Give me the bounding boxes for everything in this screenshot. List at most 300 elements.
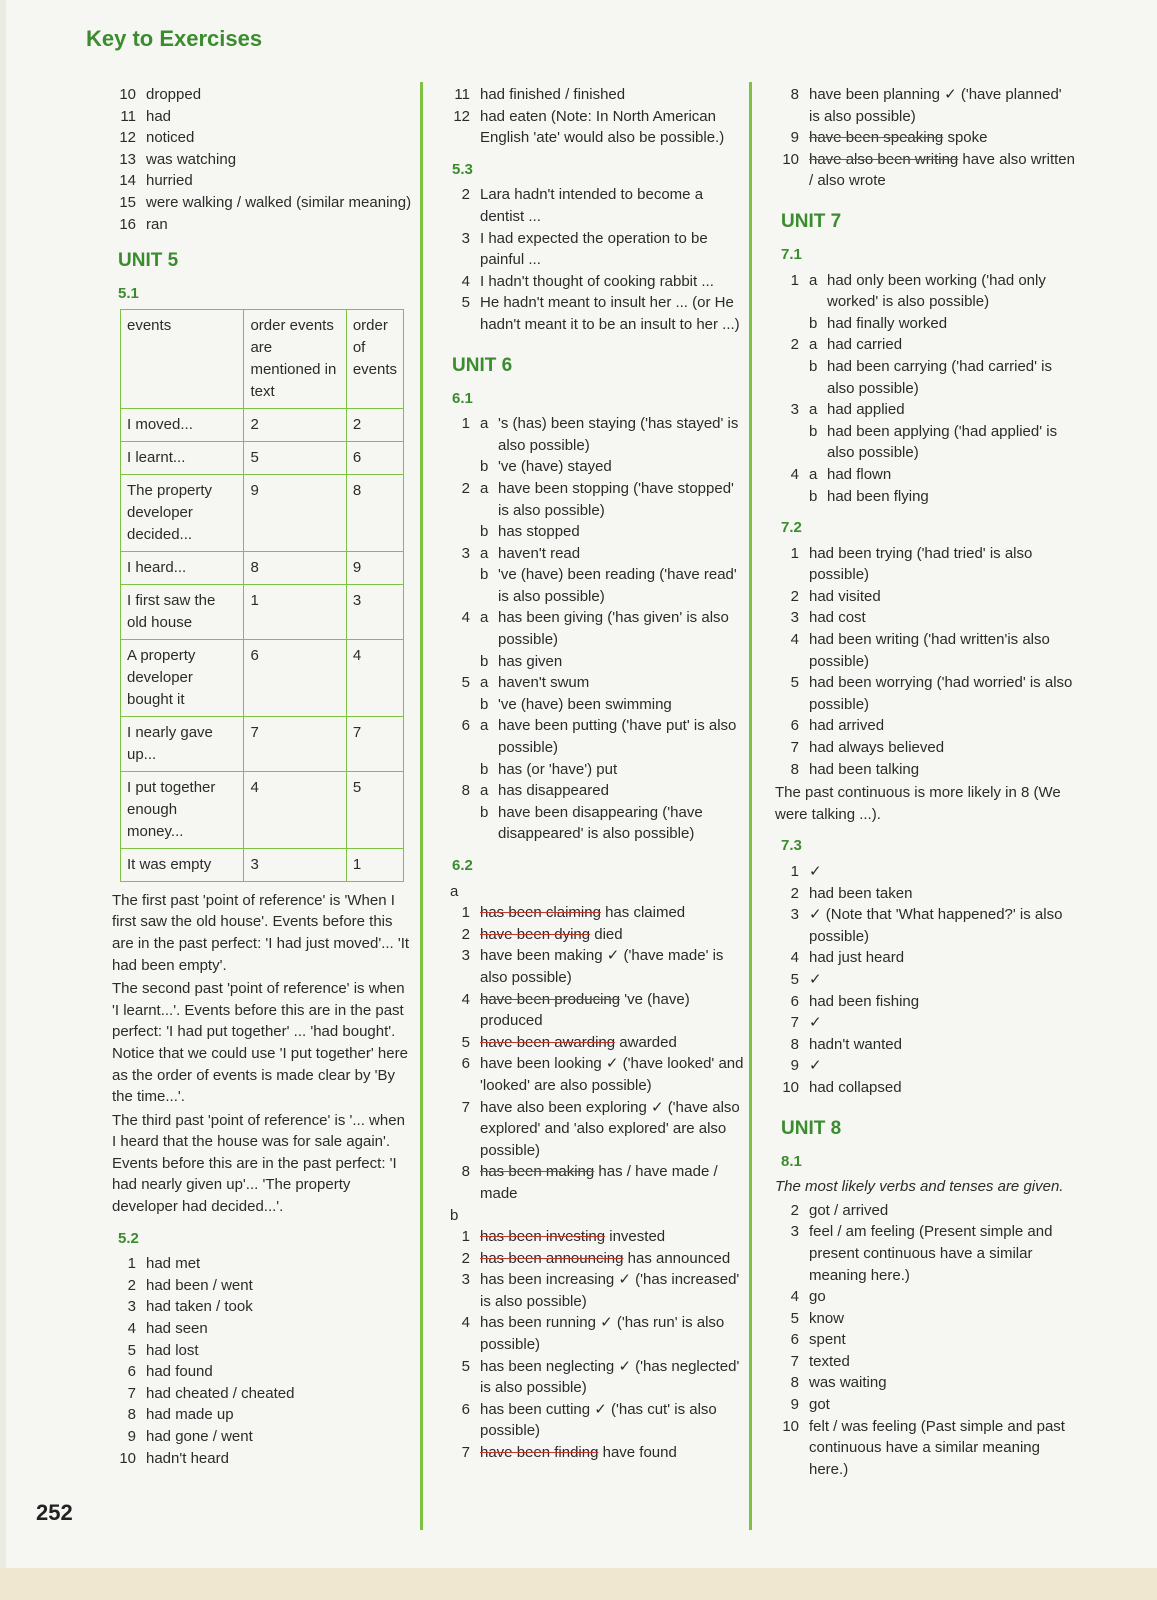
answer-text: has announced bbox=[623, 1249, 731, 1267]
table-row bbox=[121, 771, 404, 848]
item-number: 9 bbox=[127, 1428, 136, 1445]
answer-text: spent bbox=[809, 1331, 846, 1349]
item-number: 7 bbox=[461, 1098, 470, 1116]
list-item bbox=[446, 413, 746, 456]
answer-list bbox=[775, 1200, 1075, 1481]
list-item bbox=[446, 184, 746, 227]
answer-text: got bbox=[809, 1396, 830, 1414]
item-number: 10 bbox=[119, 86, 136, 103]
list-item bbox=[775, 543, 1075, 586]
table-cell: 1 bbox=[244, 584, 346, 639]
answer-list bbox=[446, 413, 746, 845]
table-cell: 9 bbox=[346, 551, 403, 584]
item-number: 3 bbox=[127, 1298, 136, 1316]
item-text bbox=[146, 192, 412, 214]
answer-text: have found bbox=[598, 1444, 677, 1462]
answer-list bbox=[775, 861, 1075, 1099]
table-cell: 6 bbox=[346, 441, 403, 474]
item-number: 11 bbox=[120, 107, 136, 125]
item-text bbox=[146, 127, 412, 149]
list-item bbox=[446, 1032, 746, 1054]
list-item bbox=[775, 947, 1075, 969]
item-text bbox=[809, 1351, 1075, 1373]
item-text bbox=[480, 1399, 746, 1442]
answer-text: have been disappearing ('have disappeared' is also possible) bbox=[498, 803, 703, 843]
answer-text: had bbox=[146, 107, 172, 125]
list-item bbox=[775, 149, 1075, 192]
list-item bbox=[112, 1340, 412, 1362]
item-letter: a bbox=[480, 782, 489, 800]
item-text bbox=[480, 1053, 746, 1096]
item-number: 1 bbox=[461, 415, 470, 433]
answer-list bbox=[446, 84, 746, 149]
answer-text: had been writing ('had written'is also possible) bbox=[809, 631, 1050, 670]
item-letter: b bbox=[480, 523, 489, 541]
item-number: 3 bbox=[790, 1223, 799, 1241]
list-item bbox=[112, 1253, 412, 1275]
column-3 bbox=[775, 84, 1075, 1480]
answer-text: had seen bbox=[146, 1320, 208, 1338]
item-text bbox=[809, 1286, 1075, 1308]
answer-text: had flown bbox=[827, 465, 892, 483]
item-number: 3 bbox=[461, 544, 470, 562]
item-text bbox=[809, 883, 1075, 905]
item-text bbox=[809, 1394, 1075, 1416]
table-row bbox=[121, 848, 404, 881]
answer-text: has claimed bbox=[600, 904, 686, 922]
answer-text: have also written / also wrote bbox=[809, 150, 1075, 190]
struck-text: have been awarding bbox=[480, 1033, 616, 1051]
list-item bbox=[446, 1269, 746, 1312]
list-item bbox=[446, 564, 746, 607]
answer-text: has been increasing ✓ ('has increased' is also possible) bbox=[480, 1271, 740, 1310]
answer-list bbox=[446, 902, 746, 1204]
answer-text: 've (have) stayed bbox=[498, 458, 612, 476]
item-text bbox=[809, 672, 1075, 715]
item-text bbox=[480, 1312, 746, 1355]
item-text bbox=[480, 1161, 746, 1204]
column-2 bbox=[446, 84, 746, 1464]
item-text bbox=[480, 924, 746, 946]
list-item bbox=[446, 292, 746, 335]
item-number bbox=[775, 486, 809, 508]
item-text bbox=[809, 1077, 1075, 1099]
list-item bbox=[775, 1034, 1075, 1056]
item-text bbox=[146, 1404, 412, 1426]
list-item bbox=[446, 694, 746, 716]
item-number: 12 bbox=[453, 107, 470, 125]
item-text bbox=[146, 1448, 412, 1470]
item-number: 8 bbox=[790, 1374, 799, 1392]
part-label: b bbox=[450, 1206, 459, 1224]
list-item bbox=[775, 334, 1075, 356]
item-letter: a bbox=[809, 401, 818, 419]
item-text bbox=[480, 1226, 746, 1248]
answer-text: felt / was feeling (Past simple and past continuous have a similar meaning here.) bbox=[809, 1417, 1065, 1478]
item-number: 1 bbox=[127, 1255, 136, 1273]
answer-list bbox=[446, 1226, 746, 1464]
item-number: 8 bbox=[461, 782, 470, 800]
item-letter: a bbox=[480, 609, 489, 627]
table-cell: I first saw the old house bbox=[121, 584, 244, 639]
item-number: 1 bbox=[461, 904, 470, 922]
item-text bbox=[146, 1253, 412, 1275]
item-letter: b bbox=[809, 422, 818, 440]
item-text bbox=[809, 127, 1075, 149]
answer-text: He hadn't meant to insult her ... (or He hadn't meant it to be an insult to her ...) bbox=[480, 294, 740, 333]
answer-text: I had expected the operation to be painful ... bbox=[480, 229, 708, 269]
list-item bbox=[446, 106, 746, 149]
list-item bbox=[775, 969, 1075, 991]
list-item bbox=[775, 737, 1075, 759]
list-item bbox=[446, 1356, 746, 1399]
item-letter: a bbox=[809, 336, 818, 354]
item-number: 8 bbox=[790, 760, 799, 778]
table-cell: 4 bbox=[346, 639, 403, 716]
section-number: 7.2 bbox=[781, 519, 802, 537]
answer-text: had been taken bbox=[809, 884, 913, 902]
answer-text: had carried bbox=[827, 336, 903, 354]
item-text bbox=[809, 759, 1075, 781]
table-cell: 8 bbox=[244, 551, 346, 584]
answer-text: had been trying ('had tried' is also possible) bbox=[809, 544, 1033, 584]
list-item bbox=[775, 586, 1075, 608]
list-item bbox=[446, 1161, 746, 1204]
item-letter: b bbox=[809, 357, 818, 375]
answer-text: 's (has) been staying ('has stayed' is also possible) bbox=[498, 415, 739, 454]
answer-text: has (or 'have') put bbox=[498, 760, 618, 778]
item-number bbox=[446, 802, 480, 845]
item-number: 6 bbox=[127, 1363, 136, 1381]
answer-text: had made up bbox=[146, 1406, 234, 1424]
item-text bbox=[809, 1012, 1075, 1034]
answer-text: had taken / took bbox=[146, 1298, 253, 1316]
answer-text: has been running ✓ ('has run' is also possible) bbox=[480, 1314, 725, 1354]
list-item bbox=[446, 1248, 746, 1270]
list-item bbox=[446, 607, 746, 650]
answer-text: had lost bbox=[146, 1341, 199, 1359]
item-text bbox=[809, 1416, 1075, 1481]
list-item bbox=[112, 1361, 412, 1383]
item-text bbox=[480, 84, 746, 106]
item-number: 2 bbox=[461, 186, 470, 204]
answer-text: had been flying bbox=[827, 487, 929, 505]
part-label: a bbox=[450, 882, 459, 900]
item-text bbox=[146, 1383, 412, 1405]
answer-text: has / have made / made bbox=[480, 1163, 718, 1202]
answer-text: had finally worked bbox=[827, 314, 948, 332]
item-letter: b bbox=[809, 487, 818, 505]
unit-heading: UNIT 5 bbox=[118, 250, 179, 272]
table-cell: I moved... bbox=[121, 408, 244, 441]
list-item bbox=[775, 356, 1075, 399]
item-number bbox=[446, 564, 480, 607]
answer-text: had finished / finished bbox=[480, 86, 626, 103]
table-cell: The property developer decided... bbox=[121, 474, 244, 551]
answer-text: feel / am feeling (Present simple and present continuous have a similar meaning here.) bbox=[809, 1223, 1053, 1284]
table-cell: 7 bbox=[346, 716, 403, 771]
page-footer-strip bbox=[0, 1568, 1157, 1600]
item-number: 2 bbox=[790, 587, 799, 605]
answer-text: had always believed bbox=[809, 739, 945, 757]
answer-text: I hadn't thought of cooking rabbit ... bbox=[480, 272, 714, 290]
item-text bbox=[480, 1032, 746, 1054]
list-item bbox=[775, 84, 1075, 127]
table-cell: 7 bbox=[244, 716, 346, 771]
item-text bbox=[480, 1442, 746, 1464]
answer-text: had only been working ('had only worked' is also possible) bbox=[827, 271, 1046, 311]
item-number: 6 bbox=[461, 1400, 470, 1418]
item-text bbox=[146, 106, 412, 128]
column-divider bbox=[749, 82, 752, 1530]
list-item bbox=[112, 1426, 412, 1448]
list-item bbox=[112, 1383, 412, 1405]
section-number: 5.2 bbox=[118, 1229, 139, 1247]
item-text bbox=[480, 292, 746, 335]
item-number: 9 bbox=[790, 129, 799, 147]
item-text bbox=[809, 149, 1075, 192]
item-text bbox=[809, 991, 1075, 1013]
item-text bbox=[809, 737, 1075, 759]
answer-text: had cost bbox=[809, 609, 866, 627]
answer-text: have been looking ✓ ('have looked' and 'looked' are also possible) bbox=[480, 1055, 744, 1094]
unit-heading: UNIT 7 bbox=[781, 210, 842, 232]
answer-text: had just heard bbox=[809, 949, 905, 967]
table-header-row bbox=[121, 309, 404, 408]
item-letter: a bbox=[480, 415, 489, 433]
struck-text: have been dying bbox=[480, 925, 591, 943]
answer-text: 've (have) been reading ('have read' is also possible) bbox=[498, 566, 737, 605]
list-item bbox=[775, 1221, 1075, 1286]
table-row bbox=[121, 408, 404, 441]
item-text bbox=[809, 1221, 1075, 1286]
item-text bbox=[809, 1372, 1075, 1394]
struck-text: have been producing bbox=[480, 990, 621, 1008]
list-item bbox=[112, 214, 412, 236]
list-item bbox=[775, 270, 1075, 313]
item-number: 4 bbox=[790, 1288, 799, 1306]
answer-text: ✓ bbox=[809, 863, 822, 880]
answer-text: ✓ bbox=[809, 970, 822, 988]
table-row bbox=[121, 716, 404, 771]
item-number: 2 bbox=[790, 336, 799, 354]
answer-list bbox=[112, 1253, 412, 1469]
item-text bbox=[809, 947, 1075, 969]
answer-text: had arrived bbox=[809, 717, 885, 735]
item-text bbox=[146, 214, 412, 236]
item-letter: a bbox=[480, 717, 489, 735]
answer-text: hadn't wanted bbox=[809, 1035, 902, 1053]
list-item bbox=[446, 945, 746, 988]
item-number: 5 bbox=[461, 1357, 470, 1375]
answer-list bbox=[112, 84, 412, 235]
item-text bbox=[146, 1426, 412, 1448]
list-item bbox=[775, 1012, 1075, 1034]
item-text bbox=[146, 1318, 412, 1340]
item-number bbox=[446, 456, 480, 478]
list-item bbox=[112, 106, 412, 128]
table-cell: I put together enough money... bbox=[121, 771, 244, 848]
events-table bbox=[120, 309, 404, 882]
answer-text: have been planning ✓ ('have planned' is also possible) bbox=[809, 86, 1062, 125]
table-cell: 1 bbox=[346, 848, 403, 881]
list-item bbox=[446, 1097, 746, 1162]
item-text bbox=[809, 904, 1075, 947]
answer-text: go bbox=[809, 1288, 826, 1306]
explanation-paragraph: The second past 'point of reference' is when 'I learnt...'. Events before this are in the past perfect: 'I had put together' ... 'had bought'. Notice that we could use 'I put together' here as the order of events is made clear by 'By the time...'. bbox=[112, 980, 408, 1106]
item-number: 7 bbox=[790, 1014, 799, 1032]
item-number: 8 bbox=[790, 1035, 799, 1053]
item-number: 10 bbox=[782, 150, 799, 168]
item-text bbox=[809, 1034, 1075, 1056]
table-cell: 3 bbox=[244, 848, 346, 881]
answer-text: awarded bbox=[615, 1033, 677, 1051]
section-number: 7.3 bbox=[781, 837, 802, 855]
answer-text: had cheated / cheated bbox=[146, 1384, 295, 1402]
item-number: 8 bbox=[790, 86, 799, 103]
item-number bbox=[446, 651, 480, 673]
list-item bbox=[446, 989, 746, 1032]
item-number: 5 bbox=[461, 294, 470, 312]
answer-text: texted bbox=[809, 1352, 850, 1370]
list-item bbox=[112, 1275, 412, 1297]
item-number: 5 bbox=[790, 1309, 799, 1327]
item-number: 4 bbox=[461, 272, 470, 290]
item-number: 6 bbox=[790, 992, 799, 1010]
item-text bbox=[809, 969, 1075, 991]
list-item bbox=[446, 1226, 746, 1248]
item-text bbox=[480, 989, 746, 1032]
note-text: The most likely verbs and tenses are given. bbox=[775, 1178, 1064, 1196]
item-number: 5 bbox=[461, 1033, 470, 1051]
list-item bbox=[112, 1318, 412, 1340]
table-cell: 6 bbox=[244, 639, 346, 716]
list-item bbox=[775, 904, 1075, 947]
item-text bbox=[809, 1308, 1075, 1330]
list-item bbox=[446, 672, 746, 694]
item-number: 11 bbox=[454, 86, 470, 103]
table-cell: 5 bbox=[244, 441, 346, 474]
item-letter: b bbox=[480, 760, 489, 778]
list-item bbox=[775, 1308, 1075, 1330]
page-edge bbox=[0, 0, 6, 1600]
answer-list bbox=[775, 270, 1075, 508]
table-row bbox=[121, 639, 404, 716]
item-text bbox=[480, 1269, 746, 1312]
list-item bbox=[446, 780, 746, 802]
list-item bbox=[446, 902, 746, 924]
item-number: 15 bbox=[119, 193, 136, 211]
item-number: 7 bbox=[127, 1384, 136, 1402]
item-number: 2 bbox=[461, 479, 470, 497]
item-number bbox=[446, 694, 480, 716]
item-letter: b bbox=[480, 652, 489, 670]
item-number: 9 bbox=[790, 1057, 799, 1075]
item-letter: a bbox=[480, 479, 489, 497]
list-item bbox=[112, 149, 412, 171]
column-1 bbox=[112, 84, 412, 1469]
answer-text: spoke bbox=[943, 129, 988, 147]
table-header: order events are mentioned in text bbox=[244, 309, 346, 408]
item-number: 8 bbox=[127, 1406, 136, 1424]
table-row bbox=[121, 474, 404, 551]
section-number: 8.1 bbox=[781, 1152, 802, 1170]
item-letter: b bbox=[480, 458, 489, 476]
list-item bbox=[775, 127, 1075, 149]
item-number: 3 bbox=[461, 1271, 470, 1289]
answer-text: noticed bbox=[146, 129, 195, 147]
answer-text: has given bbox=[498, 652, 563, 670]
answer-text: got / arrived bbox=[809, 1201, 889, 1219]
item-number: 4 bbox=[461, 1314, 470, 1332]
table-cell: 9 bbox=[244, 474, 346, 551]
item-letter: b bbox=[480, 566, 489, 584]
struck-text: have been finding bbox=[480, 1444, 599, 1462]
table-cell: It was empty bbox=[121, 848, 244, 881]
list-item bbox=[775, 464, 1075, 486]
answer-text: died bbox=[590, 925, 623, 943]
item-number: 3 bbox=[790, 609, 799, 627]
item-text bbox=[809, 1329, 1075, 1351]
item-text bbox=[480, 184, 746, 227]
item-number: 5 bbox=[461, 674, 470, 692]
table-cell: I nearly gave up... bbox=[121, 716, 244, 771]
item-text bbox=[146, 1340, 412, 1362]
item-number: 2 bbox=[127, 1276, 136, 1294]
item-number: 6 bbox=[461, 1055, 470, 1073]
answer-text: has been neglecting ✓ ('has neglected' is also possible) bbox=[480, 1357, 740, 1397]
list-item bbox=[446, 271, 746, 293]
answer-text: ✓ bbox=[809, 1014, 822, 1032]
table-cell: 2 bbox=[244, 408, 346, 441]
item-text bbox=[480, 1356, 746, 1399]
answer-text: has disappeared bbox=[498, 782, 609, 800]
section-number: 6.2 bbox=[452, 857, 473, 874]
item-number bbox=[446, 521, 480, 543]
answer-text: dropped bbox=[146, 86, 202, 103]
answer-text: Lara hadn't intended to become a dentist ... bbox=[480, 186, 704, 225]
section-number: 5.1 bbox=[118, 285, 139, 303]
item-letter: b bbox=[480, 803, 489, 821]
section-number: 6.1 bbox=[452, 389, 473, 407]
table-cell: I learnt... bbox=[121, 441, 244, 474]
item-letter: b bbox=[809, 314, 818, 332]
list-item bbox=[775, 1329, 1075, 1351]
list-item bbox=[775, 715, 1075, 737]
table-cell: A property developer bought it bbox=[121, 639, 244, 716]
item-number: 3 bbox=[790, 401, 799, 419]
list-item bbox=[775, 861, 1075, 883]
answer-text: have been putting ('have put' is also possible) bbox=[498, 717, 737, 757]
list-item bbox=[446, 1312, 746, 1355]
item-number: 1 bbox=[790, 863, 799, 880]
struck-text: have been speaking bbox=[809, 129, 944, 147]
list-item bbox=[446, 759, 746, 781]
item-letter: a bbox=[809, 271, 818, 289]
list-item bbox=[775, 607, 1075, 629]
list-item bbox=[112, 1404, 412, 1426]
answer-text: have been making ✓ ('have made' is also possible) bbox=[480, 947, 724, 986]
item-text bbox=[146, 149, 412, 171]
answer-text: had collapsed bbox=[809, 1078, 902, 1096]
answer-text: has stopped bbox=[498, 523, 580, 541]
item-number bbox=[446, 759, 480, 781]
answer-text: had met bbox=[146, 1255, 201, 1273]
list-item bbox=[775, 1416, 1075, 1481]
table-cell: 8 bbox=[346, 474, 403, 551]
item-text bbox=[146, 1361, 412, 1383]
list-item bbox=[446, 478, 746, 521]
